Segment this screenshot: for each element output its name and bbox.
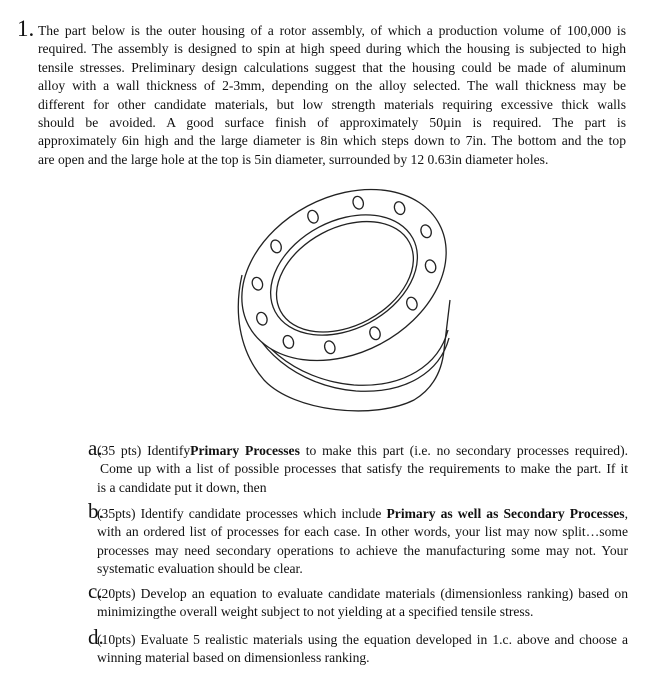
part-letter: c. xyxy=(88,579,103,603)
part-b xyxy=(88,499,629,579)
text-line: alloy with a wall thickness of 2-3mm, depending on the alloy selected. The wall thickness may be xyxy=(38,78,626,94)
text-line: required. The assembly is designed to spin at high speed during which the housing is subjected to high xyxy=(38,41,626,57)
part-letter: d. xyxy=(88,625,104,649)
text: , xyxy=(624,506,629,521)
bold-text: Primary as well as Secondary Processes xyxy=(386,506,625,521)
text: (35 pts) Identify xyxy=(97,443,191,458)
text: to make this part (i.e. no secondary processes required). xyxy=(299,443,629,458)
text-line: is a candidate put it down, then xyxy=(97,479,267,495)
text-line: (20pts) Develop an equation to evaluate candidate materials (dimensionless ranking) based on xyxy=(97,586,628,601)
text-line: with an ordered list of processes for each case. In other words, your list may now split…some xyxy=(97,524,628,540)
text-line: (10pts) Evaluate 5 realistic materials using the equation developed in 1.c. above and choose a xyxy=(97,632,628,647)
text-line: winning material based on dimensionless ranking. xyxy=(97,650,370,666)
question-text xyxy=(38,22,626,169)
rotor-housing-drawing xyxy=(224,180,464,420)
part-c xyxy=(88,579,628,622)
part-d xyxy=(88,625,628,668)
text: (35pts) Identify candidate processes which include xyxy=(97,506,387,521)
text-line: tensile stresses. Preliminary design calculations suggest that the housing could be made of aluminum xyxy=(38,59,626,75)
text-line: The part below is the outer housing of a rotor assembly, of which a production volume of 100,000 is xyxy=(38,23,626,38)
question-number: 1. xyxy=(17,16,35,41)
text-line: should be avoided. A good surface finish of approximately 50µin is required. The part is xyxy=(38,114,626,130)
part-letter: a. xyxy=(88,436,103,460)
text-line: approximately 6in high and the large diameter is 8in which steps down to 7in. The bottom and the top xyxy=(38,133,626,149)
text-line: processes may need secondary operations to achieve the manufacturing some may not. Your xyxy=(97,542,628,558)
text-line: are open and the large hole at the top is 5in diameter, surrounded by 12 0.63in diameter holes. xyxy=(38,151,549,167)
part-letter: b. xyxy=(88,499,104,523)
text-line: systematic evaluation should be clear. xyxy=(97,561,303,577)
text-line: different for other candidate materials, but low strength materials requiring excessive thick walls xyxy=(38,96,626,112)
bold-text: Primary Processes xyxy=(190,443,300,458)
text-line: minimizingthe overall weight subject to not yielding at a specified tensile stress. xyxy=(97,604,534,620)
text-line: Come up with a list of possible processes that satisfy the requirements to make the part. If it xyxy=(100,461,628,477)
part-a xyxy=(88,436,629,497)
